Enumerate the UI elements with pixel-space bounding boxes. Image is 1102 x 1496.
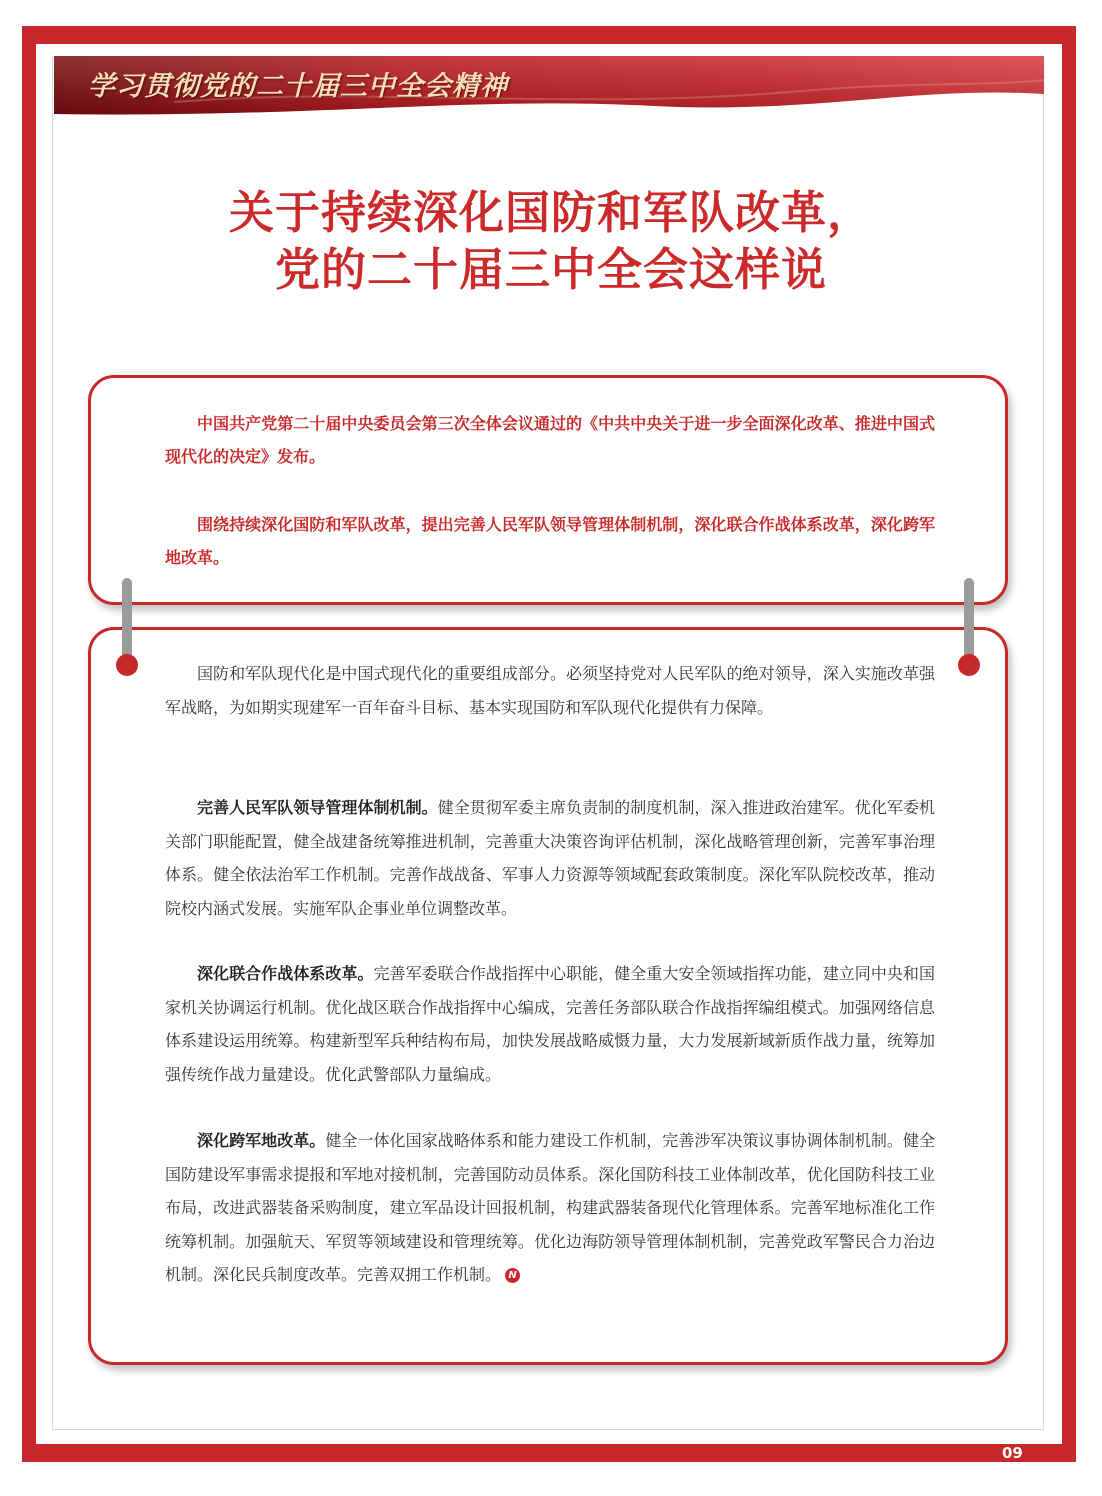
section-leadership-text: 健全贯彻军委主席负责制的制度机制，深入推进政治建军。优化军委机关部门职能配置，健全战建备统筹推进机制，完善重大决策咨询评估机制，深化战略管理创新，完善军事治理体系。健全依法治军工作机制。完善作战战备、军事人力资源等领域配套政策制度。深化军队院校改革，推动院校内涵式发展。实施军队企事业单位调整改革。 — [165, 798, 935, 918]
article-title-line-1: 关于持续深化国防和军队改革， — [228, 186, 873, 239]
article-title — [0, 184, 1102, 298]
intro-paragraph: 国防和军队现代化是中国式现代化的重要组成部分。必须坚持党对人民军队的绝对领导，深入实施改革强军战略，为如期实现建军一百年奋斗目标、基本实现国防和军队现代化提供有力保障。 — [165, 664, 935, 717]
banner-title: 学习贯彻党的二十届三中全会精神 — [88, 71, 508, 102]
section-joint-ops-paragraph — [165, 957, 935, 1091]
page-number: 09 — [1002, 1444, 1023, 1462]
ring-connector-left — [122, 578, 132, 666]
section-banner — [54, 56, 1044, 118]
section-civil-military-heading: 深化跨军地改革。 — [197, 1131, 326, 1150]
summary-paragraph-2: 围绕持续深化国防和军队改革，提出完善人民军队领导管理体制机制，深化联合作战体系改革，深化跨军地改革。 — [165, 515, 935, 567]
end-mark-icon: N — [505, 1268, 520, 1283]
ring-dot-left — [116, 654, 138, 676]
ring-dot-right — [958, 654, 980, 676]
article-title-line-2: 党的二十届三中全会这样说 — [274, 243, 827, 296]
summary-paragraph-1: 中国共产党第二十届中央委员会第三次全体会议通过的《中共中央关于进一步全面深化改革、推进中国式现代化的决定》发布。 — [165, 414, 935, 466]
section-joint-ops-heading: 深化联合作战体系改革。 — [197, 964, 374, 983]
section-civil-military-text: 健全一体化国家战略体系和能力建设工作机制，完善涉军决策议事协调体制机制。健全国防建设军事需求提报和军地对接机制，完善国防动员体系。深化国防科技工业体制改革，优化国防科技工业布局，改进武器装备采购制度，建立军品设计回报机制，构建武器装备现代化管理体系。完善军地标准化工作统筹机制。加强航天、军贸等领域建设和管理统筹。优化边海防领导管理体制机制，完善党政军警民合力治边机制。深化民兵制度改革。完善双拥工作机制。 — [165, 1131, 935, 1284]
section-joint-ops-text: 完善军委联合作战指挥中心职能，健全重大安全领域指挥功能，建立同中央和国家机关协调运行机制。优化战区联合作战指挥中心编成，完善任务部队联合作战指挥编组模式。加强网络信息体系建设运用统筹。构建新型军兵种结构布局，加快发展战略威慑力量，大力发展新域新质作战力量，统筹加强传统作战力量建设。优化武警部队力量编成。 — [165, 964, 935, 1084]
ring-connector-right — [964, 578, 974, 666]
section-leadership-heading: 完善人民军队领导管理体制机制。 — [197, 798, 438, 817]
section-civil-military-paragraph — [165, 1124, 935, 1292]
section-leadership-paragraph — [165, 791, 935, 925]
